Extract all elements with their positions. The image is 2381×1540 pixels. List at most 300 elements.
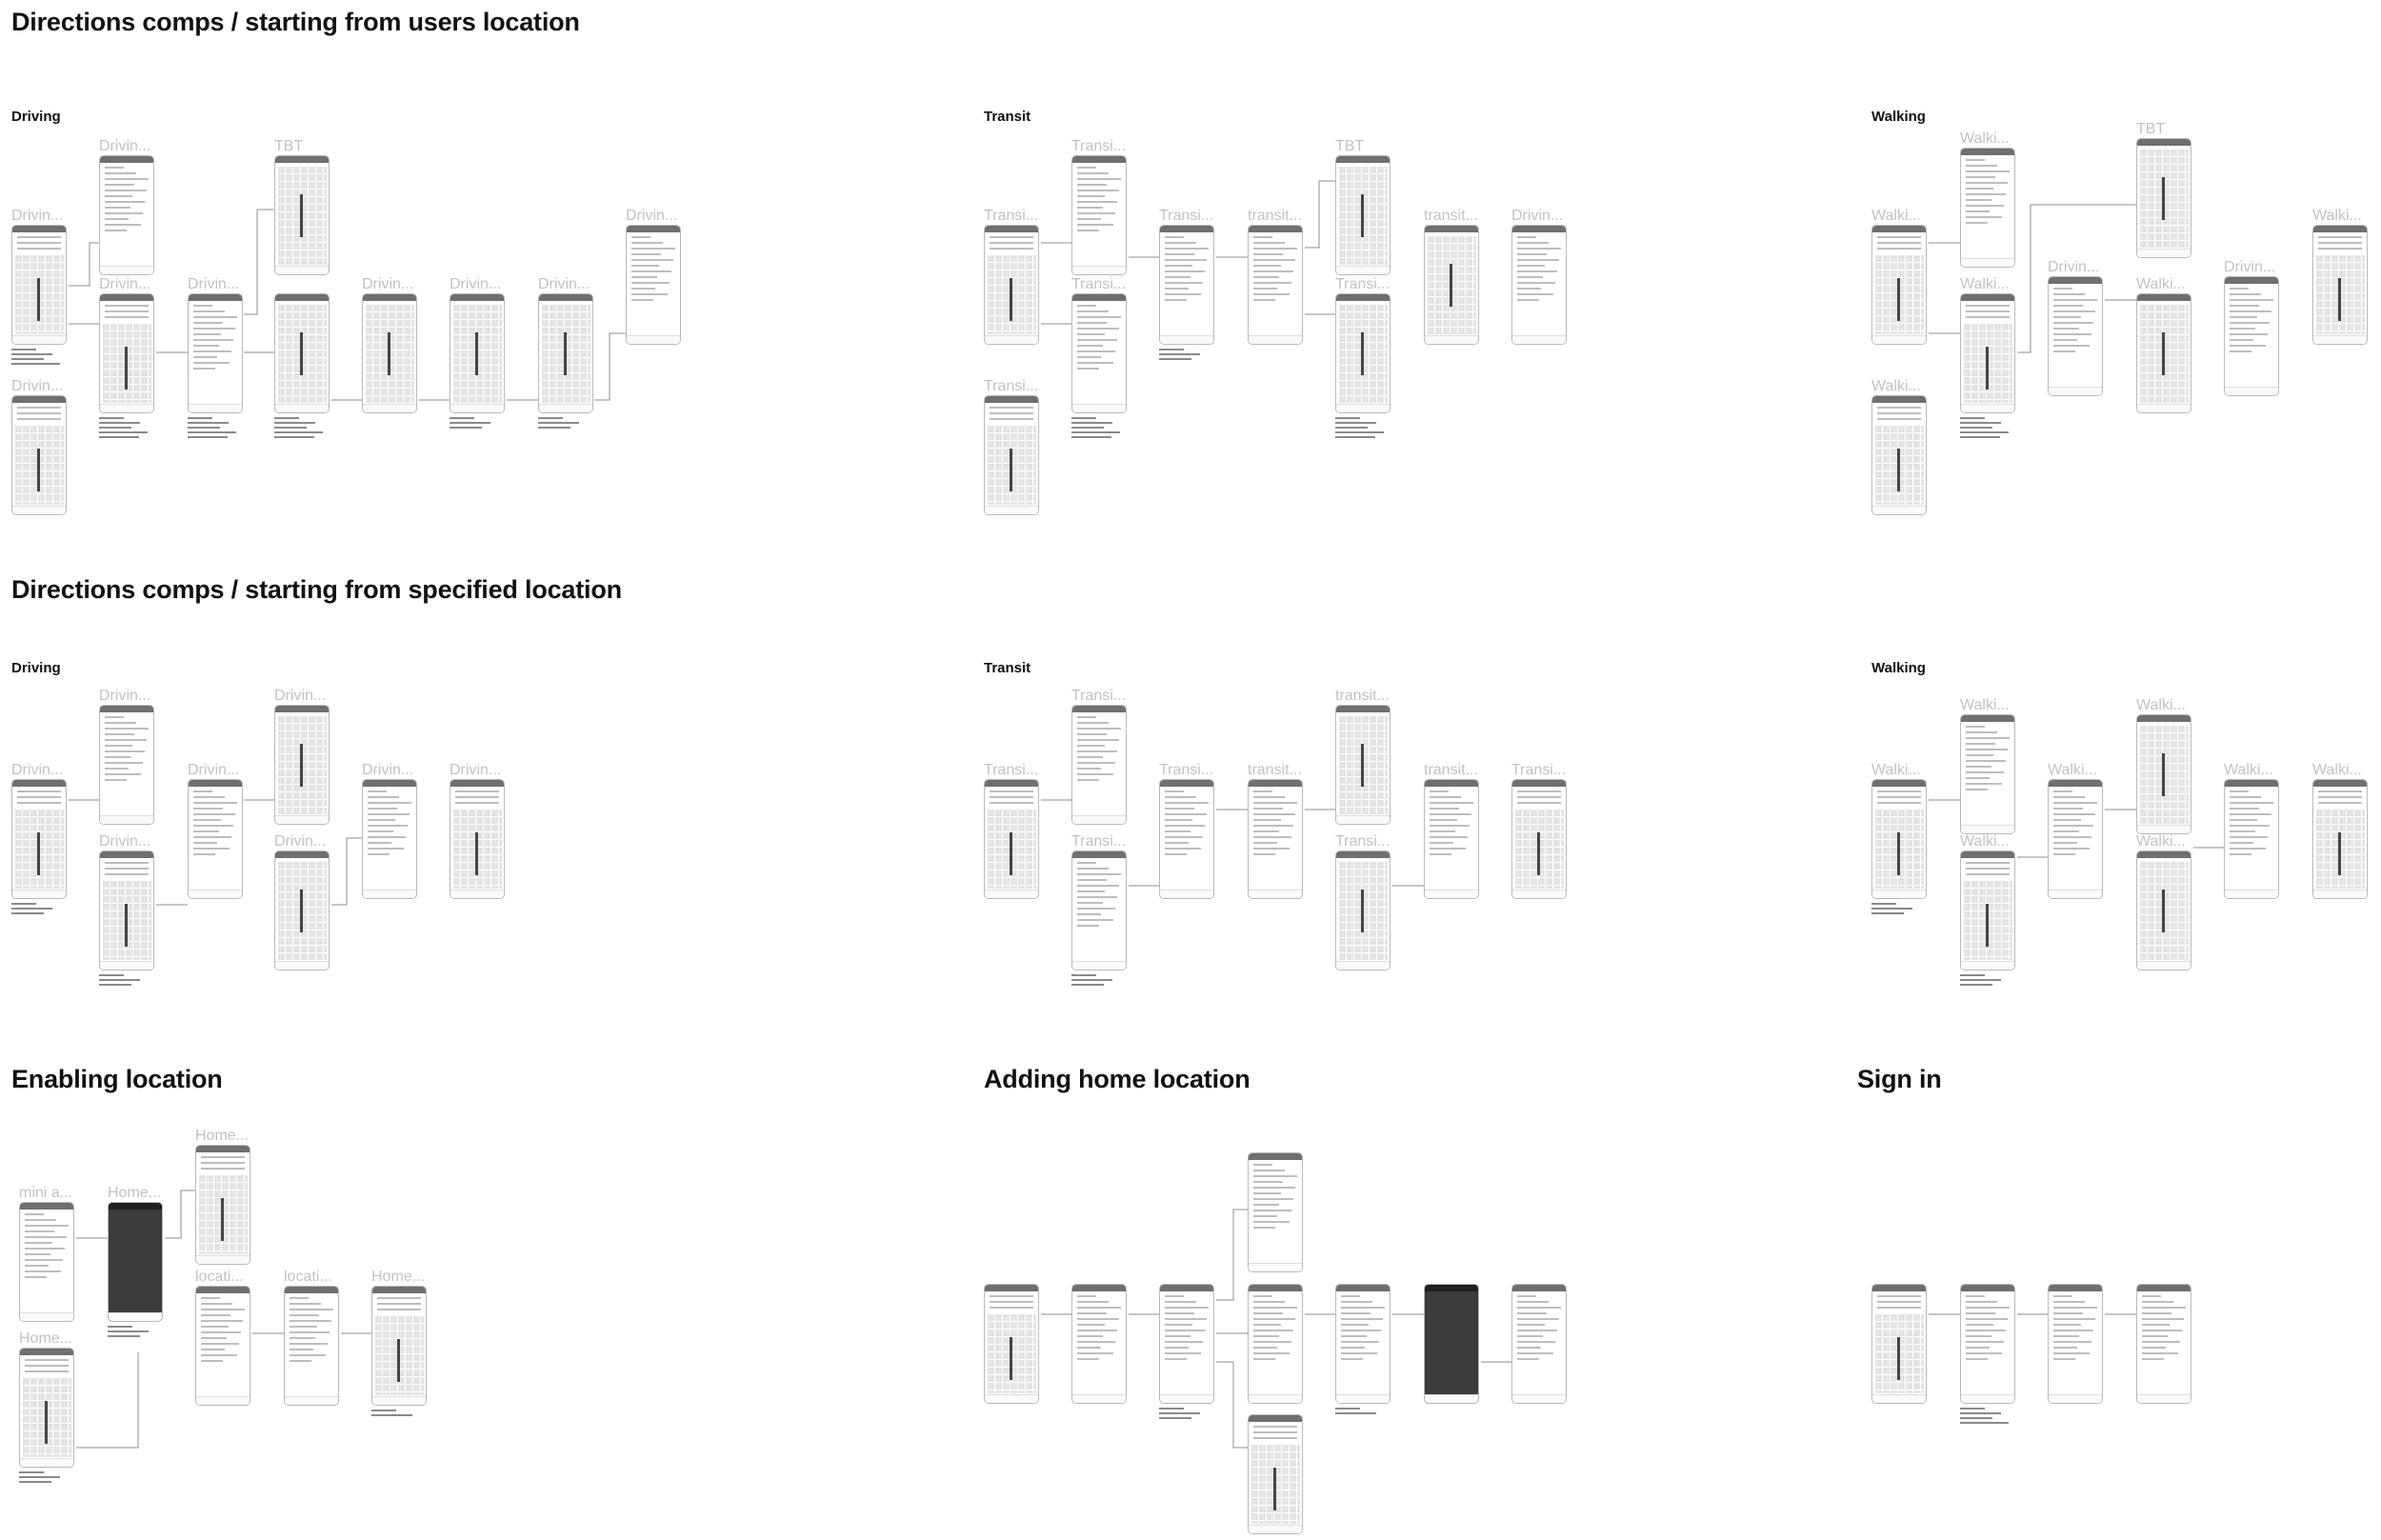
tab-bar [1336,815,1390,824]
list-row [1877,1295,1921,1297]
list-row [201,1326,229,1328]
note-line [108,1335,140,1337]
subtitle-walking-1: Walking [1871,109,1926,125]
transit-arrival-list [1511,225,1567,345]
frame-label: Home... [19,1330,73,1347]
list-row [1253,1187,1295,1189]
tab-bar [1072,404,1126,412]
list-row [193,362,230,364]
subtitle-driving-1: Driving [11,109,61,125]
tab-bar [372,1396,426,1405]
list-row [1077,333,1105,335]
list-row [193,853,215,855]
list-row [2230,333,2268,335]
list-row [1253,253,1283,255]
note-line [11,358,44,360]
list-row [1966,188,1993,190]
frame-label: Walki... [2136,833,2186,850]
list-row [2053,1307,2097,1309]
route-line [37,832,40,875]
frame-header-bar [109,1203,162,1210]
route-line [1361,744,1364,787]
frame-header-bar [196,1146,250,1152]
list-row [2053,339,2077,341]
frame-header-bar [363,780,416,787]
list-row [1966,1358,1988,1360]
list-row [1165,288,1189,290]
list-row [1165,1307,1209,1309]
annotation-note [19,1471,69,1486]
list-row [201,1349,225,1350]
list-row [2142,1312,2171,1314]
tab-bar [985,890,1038,898]
list-row [25,1219,56,1221]
list-row [105,716,124,718]
list-row [2053,345,2090,347]
list-row [1253,1324,1281,1326]
frame-header-bar [1249,1285,1302,1291]
list-row [1077,322,1107,324]
list-row [105,722,136,724]
list-row [105,773,141,775]
frame-label: TBT [274,138,304,154]
list-row [1077,873,1121,875]
list-row [1341,1307,1385,1309]
list-row [631,276,657,278]
route-line [1897,1337,1900,1380]
driving-steps-list [188,293,243,413]
note-line [1335,436,1375,438]
list-row [368,813,410,815]
flow-arrow [165,1190,195,1238]
list-row [1253,1347,1277,1349]
tab-bar [20,1458,73,1467]
note-line [188,427,220,429]
note-line [450,422,490,424]
list-row [290,1303,321,1305]
list-row [1077,768,1101,770]
list-row [1517,1295,1536,1297]
tab-bar [1872,335,1926,344]
note-line [11,363,60,365]
list-row [1966,159,1985,161]
frame-label: Drivin... [99,688,151,704]
frame-header-bar [450,294,504,301]
list-row [1966,310,2010,312]
list-row [1077,773,1113,775]
spec-driving-steps-2 [362,779,417,899]
list-row [105,745,132,747]
list-row [1165,270,1205,272]
frame-header-bar [2137,139,2191,146]
frame-label: Transi... [984,208,1039,224]
driving-tbt-screen [274,155,330,275]
list-row [1077,167,1096,169]
list-row [1253,1175,1297,1177]
list-row [1966,749,2008,750]
list-row [105,212,143,214]
list-row [2053,825,2093,827]
list-row [201,1309,245,1310]
list-row [2142,1301,2173,1303]
list-row [25,1213,44,1215]
frame-header-bar [20,1349,73,1355]
list-row [1253,248,1297,250]
list-row [1253,1318,1295,1320]
note-line [1071,436,1111,438]
list-row [990,802,1033,804]
list-row [1077,779,1099,781]
tab-bar [1072,815,1126,824]
list-row [2053,848,2090,850]
list-row [105,201,145,203]
list-row [1077,178,1121,180]
frame-label: Drivin... [99,276,151,292]
list-row [1077,1324,1105,1326]
frame-header-bar [1336,851,1390,858]
note-line [1871,908,1912,910]
list-row [631,265,659,267]
tab-bar [2137,825,2191,833]
frame-header-bar [285,1287,338,1293]
tab-bar [189,890,242,898]
list-row [1966,731,1997,733]
list-row [1966,1347,1990,1349]
list-row [1517,796,1561,798]
spec-walking-tbt [2136,714,2191,834]
list-row [201,1156,245,1158]
list-row [25,1276,47,1278]
list-row [1077,896,1117,898]
list-row [105,195,132,197]
list-row [1253,1181,1283,1183]
tab-bar [1512,890,1566,898]
route-line [1010,278,1012,321]
note-line [274,436,314,438]
list-row [2053,1330,2093,1331]
note-line [11,908,52,910]
list-row [1077,195,1105,197]
list-row [2230,310,2271,312]
route-line [300,332,303,375]
frame-header-bar [1872,226,1926,232]
list-row [1165,1335,1190,1337]
route-line [1010,1337,1012,1380]
frame-label: Transi... [1071,138,1127,154]
tab-bar [1961,1394,2014,1403]
annotation-note [1159,1408,1209,1422]
list-row [1165,1324,1192,1326]
frame-header-bar [985,396,1038,403]
note-line [99,417,124,419]
frame-header-bar [1425,1285,1478,1291]
list-row [1253,1431,1297,1433]
frame-header-bar [985,1285,1038,1291]
list-row [105,768,129,770]
list-row [1966,176,1995,178]
signin-start [1871,1284,1927,1404]
list-row [290,1349,313,1350]
list-row [1877,802,1921,804]
list-row [1517,288,1541,290]
frame-header-bar [2313,226,2367,232]
list-row [290,1331,330,1333]
frame-header-bar [12,780,66,787]
note-line [1159,358,1191,360]
list-row [1077,913,1101,915]
list-row [2230,808,2259,810]
note-line [1871,903,1896,905]
route-line [1450,264,1452,307]
frame-header-bar [1072,851,1126,858]
list-row [1341,1295,1360,1297]
transit-options-screen [1071,155,1127,275]
list-row [193,808,223,810]
note-line [274,422,315,424]
list-row [2230,830,2255,832]
annotation-note [108,1326,157,1340]
note-line [99,984,131,986]
transit-map-screen [984,395,1039,515]
route-line [2338,278,2341,321]
list-row [1966,1318,2008,1320]
route-line [1986,904,1989,947]
list-row [1077,224,1113,226]
list-row [631,299,653,301]
route-line [1537,832,1540,875]
list-row [1966,1341,2004,1343]
list-row [1077,328,1119,330]
route-line [125,347,128,390]
list-row [1430,808,1459,810]
frame-label: transit... [1248,762,1302,778]
list-row [368,796,399,798]
flow-arrow [76,1352,138,1448]
list-row [1253,796,1285,798]
list-row [1517,276,1543,278]
list-row [105,739,147,741]
route-line [1361,194,1364,237]
list-row [17,242,61,244]
spec-driving-tbt-2 [274,850,330,970]
frame-label: Drivin... [274,688,327,704]
list-row [1253,242,1285,244]
list-row [1253,802,1297,804]
list-row [105,167,124,169]
list-row [1966,1330,2006,1331]
annotation-note [1335,1408,1385,1417]
list-row [1966,783,2002,785]
list-row [17,236,61,238]
list-row [1077,362,1113,364]
frame-label: TBT [1335,138,1365,154]
list-row [990,248,1033,250]
route-line [2338,832,2341,875]
list-row [1877,242,1921,244]
list-row [1165,1295,1184,1297]
list-row [2053,333,2091,335]
list-row [1253,1192,1281,1194]
frame-header-bar [100,156,153,163]
annotation-note [1335,417,1385,441]
list-row [1253,1164,1272,1166]
list-row [1077,316,1121,318]
list-row [1341,1318,1383,1320]
mini-app-screen [19,1202,74,1322]
frame-label: Walki... [2136,276,2186,292]
driving-map-step-3 [538,293,593,413]
list-row [1253,790,1272,792]
list-row [2230,316,2257,318]
list-row [368,853,390,855]
list-row [1253,853,1275,855]
note-line [1335,422,1376,424]
list-row [1966,222,1988,224]
home-final [1511,1284,1567,1404]
list-row [1253,1335,1279,1337]
frame-header-bar [1336,156,1390,163]
route-line [1897,449,1900,491]
tab-bar [1336,961,1390,970]
list-row [2230,802,2273,804]
list-row [1517,248,1561,250]
frame-label: Walki... [2312,208,2362,224]
list-row [2230,842,2253,844]
section-title-adding-home-location: Adding home location [984,1065,1251,1093]
note-line [99,422,140,424]
list-row [25,1370,69,1372]
list-row [2053,1358,2075,1360]
list-row [1165,259,1207,261]
list-row [1517,1312,1547,1314]
list-row [1430,830,1455,832]
home-enabled-map [195,1145,250,1265]
note-line [188,436,228,438]
tab-bar [2313,890,2367,898]
walking-tbt-screen [2136,138,2191,258]
route-line [37,278,40,321]
tab-bar [12,335,66,344]
list-row [1517,1341,1555,1343]
tab-bar [2225,890,2278,898]
note-line [274,427,307,429]
list-row [990,796,1033,798]
list-row [1165,825,1205,827]
list-row [1077,368,1099,370]
list-row [1077,218,1101,220]
frame-header-bar [1336,1285,1390,1291]
list-row [1077,733,1107,735]
list-row [1430,802,1473,804]
frame-header-bar [275,851,329,858]
note-line [1960,984,1992,986]
list-row [201,1303,232,1305]
list-row [2053,813,2095,815]
list-row [1077,1307,1121,1309]
list-row [1077,230,1099,231]
list-row [2230,790,2249,792]
list-row [1253,1221,1290,1223]
list-row [990,1307,1033,1309]
list-row [368,836,406,838]
tab-bar [275,266,329,274]
list-row [1877,1307,1921,1309]
tab-bar [1072,961,1126,970]
list-row [1165,253,1194,255]
list-row [455,796,499,798]
frame-header-bar [1872,1285,1926,1291]
route-line [475,332,478,375]
list-row [201,1162,245,1164]
list-row [1077,890,1105,892]
list-row [377,1297,421,1299]
route-line [1273,1468,1276,1510]
subtitle-transit-2: Transit [984,660,1031,676]
list-row [1077,762,1115,764]
note-line [1335,431,1384,433]
list-row [1966,305,2010,307]
list-row [2230,819,2257,821]
spec-driving-tbt [274,705,330,825]
flow-arrow [1216,1362,1248,1448]
list-row [105,178,149,180]
annotation-note [188,417,237,441]
list-row [1341,1358,1363,1360]
frame-header-bar [2049,277,2102,284]
list-row [1430,825,1470,827]
list-row [1077,172,1109,174]
list-row [2318,236,2362,238]
note-line [1071,431,1120,433]
route-line [2162,890,2165,932]
list-row [2230,322,2270,324]
list-row [2053,299,2097,301]
list-row [1165,293,1201,295]
list-row [193,848,230,850]
frame-label: Drivin... [188,762,240,778]
tab-bar [189,404,242,412]
frame-label: Home... [108,1185,162,1201]
annotation-note [99,417,149,441]
list-row [1877,796,1921,798]
list-row [1966,216,2002,218]
list-row [1430,819,1457,821]
list-row [1077,745,1105,747]
walking-tbt-screen-2 [2136,293,2191,413]
driving-tbt-screen-2 [274,293,330,413]
list-row [2230,796,2261,798]
spec-driving-route [99,850,154,970]
frame-label: Home... [195,1128,250,1144]
note-line [1960,974,1985,976]
list-row [1253,1312,1283,1314]
frame-header-bar [1249,1153,1302,1160]
list-row [193,322,223,324]
note-line [1960,1422,2009,1424]
list-row [1966,165,1997,167]
list-row [105,310,149,312]
tab-bar [196,1396,250,1405]
list-row [1253,1210,1291,1211]
list-row [2053,842,2077,844]
note-line [371,1414,412,1416]
frame-label: TBT [2136,121,2166,137]
frame-header-bar [1336,706,1390,712]
list-row [1253,1215,1277,1217]
list-row [1253,236,1272,238]
frame-label: Transi... [984,378,1039,394]
list-row [1877,790,1921,792]
